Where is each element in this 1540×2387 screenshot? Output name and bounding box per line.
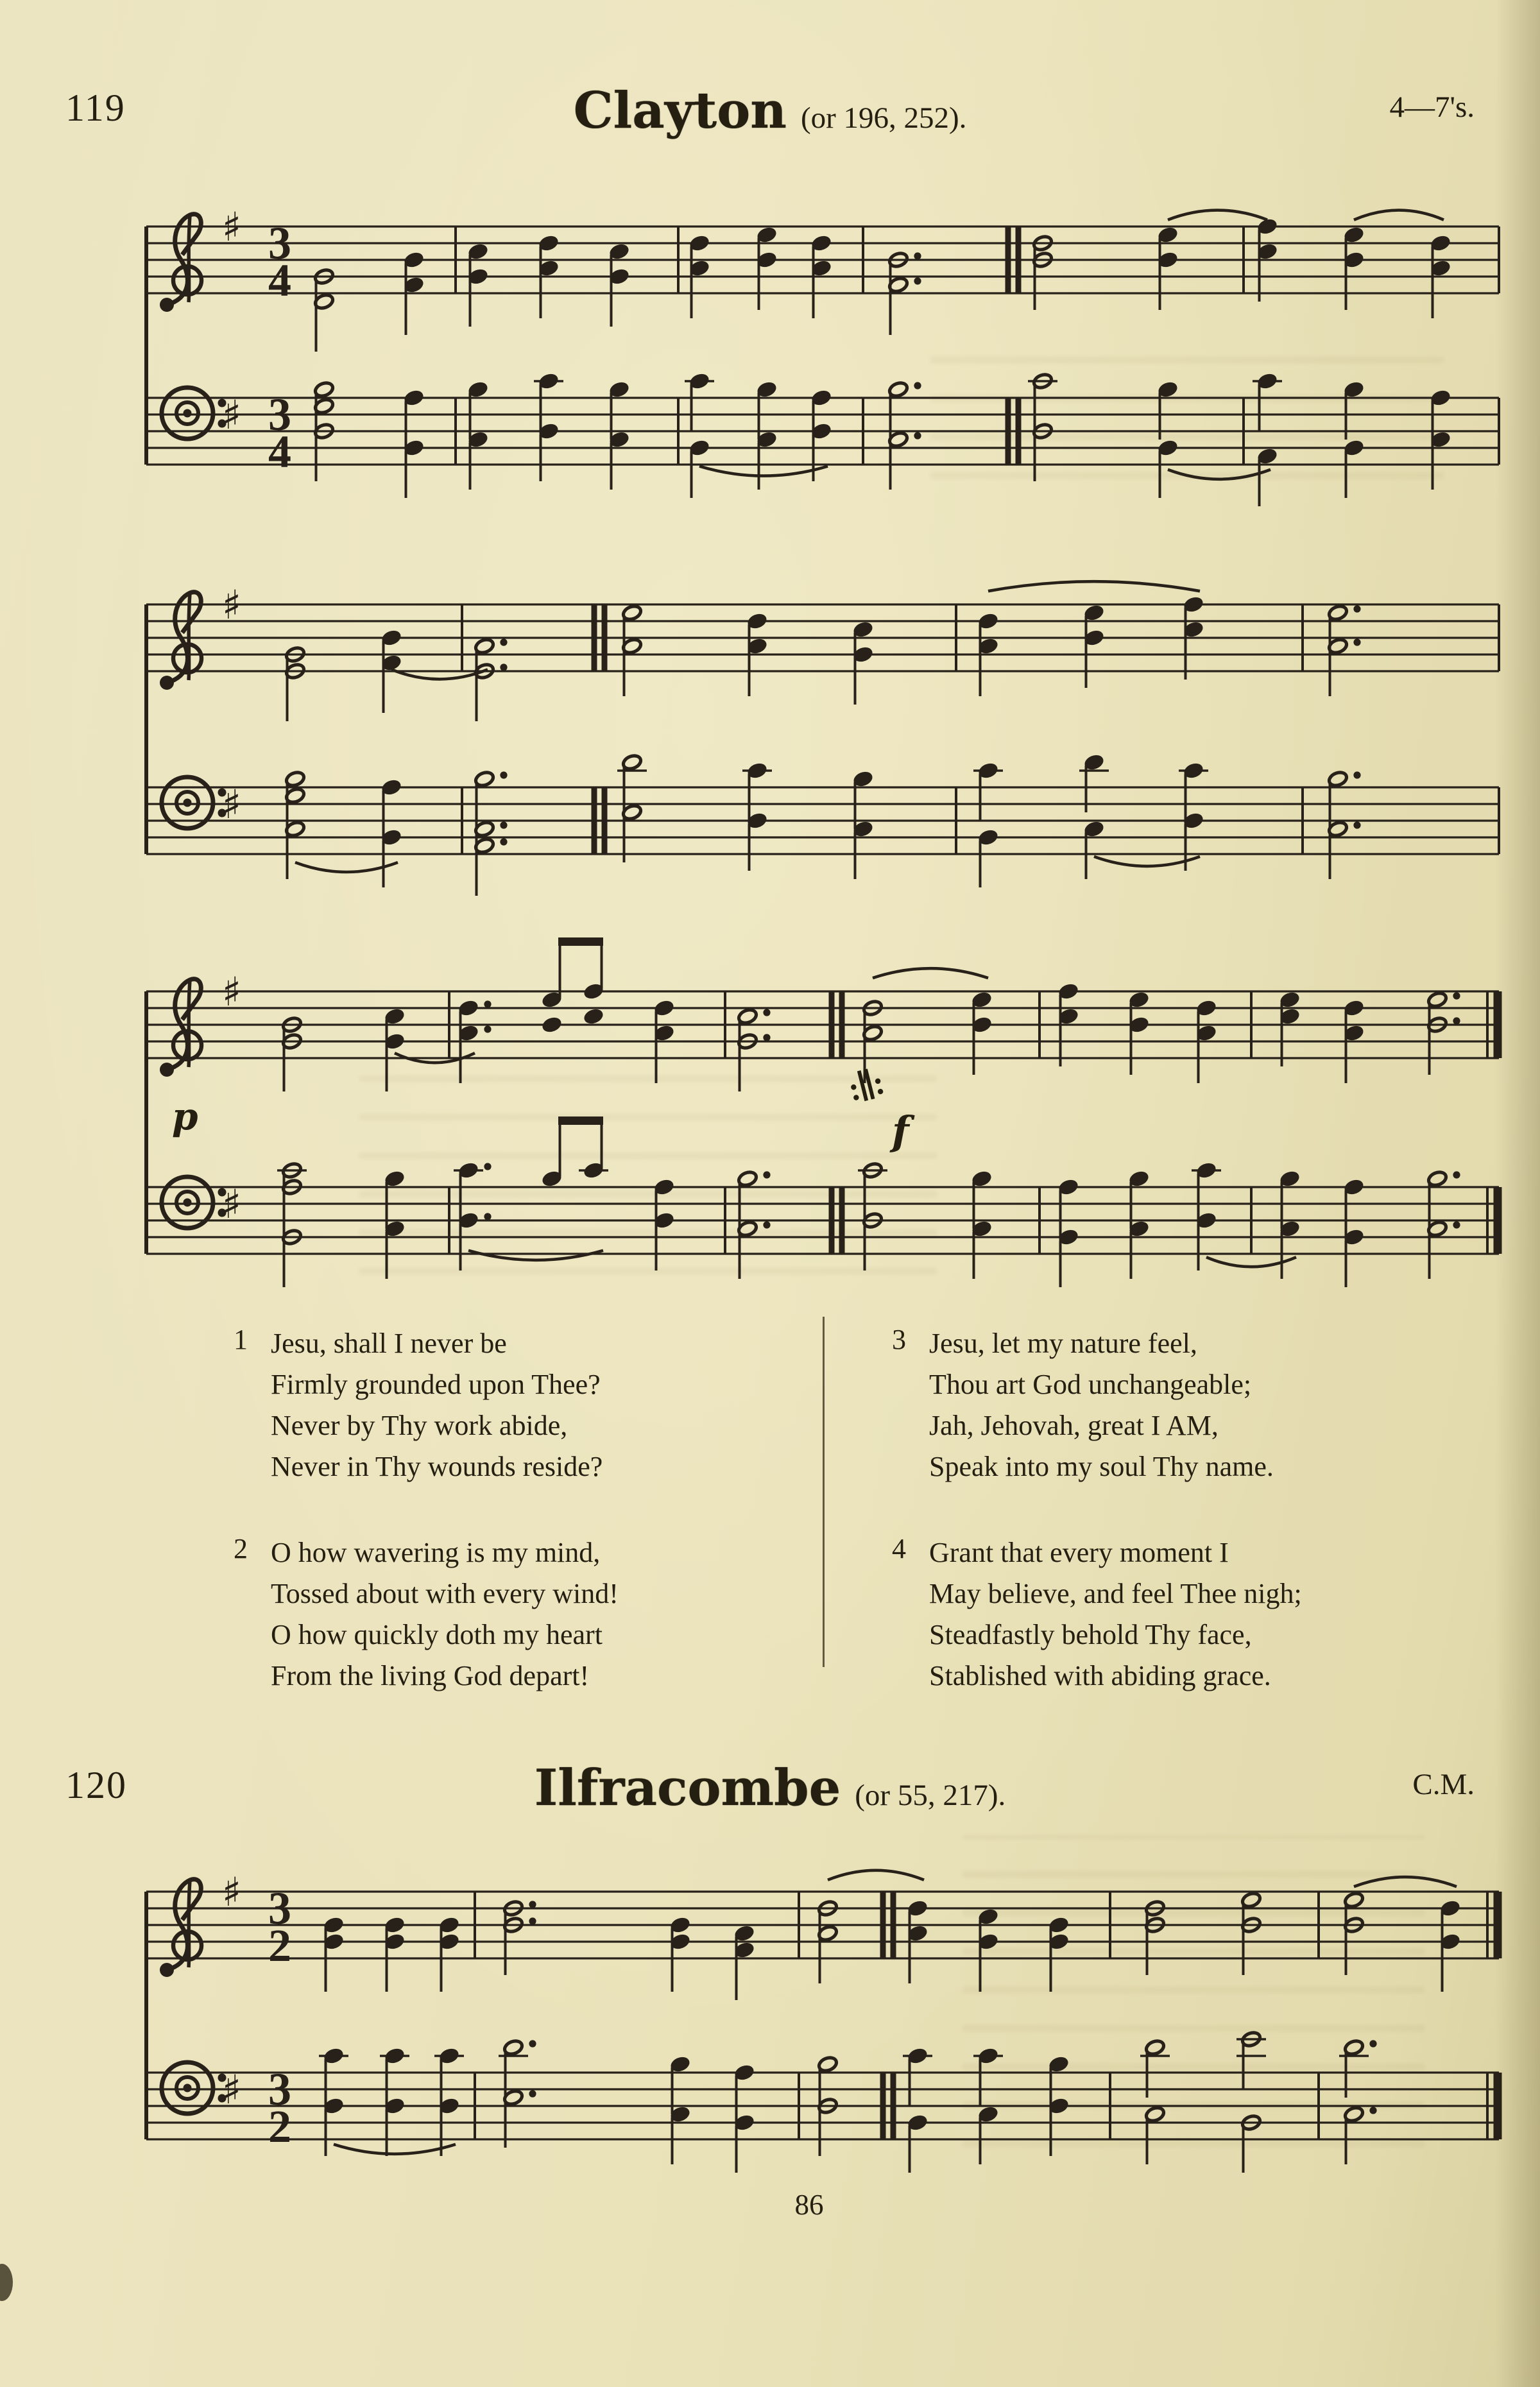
hymn-alternate-tunes: (or 55, 217).	[855, 1779, 1006, 1812]
lyrics-column-right	[892, 1323, 1468, 1741]
page-number: 86	[794, 2189, 824, 2221]
lyrics-column-left	[234, 1323, 810, 1741]
svg-text:♯: ♯	[222, 203, 242, 250]
hymn-title: Ilfracombe	[534, 1759, 841, 1817]
verse-line: May believe, and feel Thee nigh;	[929, 1578, 1302, 1609]
verse	[234, 1532, 810, 1697]
music-system-1	[146, 203, 1499, 506]
verse-line: O how wavering is my mind,	[271, 1537, 601, 1568]
svg-text:3: 3	[268, 389, 291, 440]
verse	[892, 1323, 1468, 1487]
hymn-120-header	[0, 1759, 1540, 1817]
verse-number: 3	[892, 1324, 906, 1355]
verse-line: Jesu, let my nature feel,	[929, 1328, 1197, 1359]
svg-text:4: 4	[268, 255, 291, 306]
verse-line: Jah, Jehovah, great I AM,	[929, 1410, 1219, 1441]
verse-line: Steadfastly behold Thy face,	[929, 1619, 1252, 1650]
verse-line: Never in Thy wounds reside?	[271, 1451, 603, 1482]
svg-text:♯: ♯	[222, 391, 242, 438]
svg-text:♯: ♯	[222, 968, 242, 1015]
hymn-alternate-tunes: (or 196, 252).	[800, 101, 967, 135]
hymn-number: 120	[65, 1764, 127, 1806]
music-system-4	[146, 1869, 1499, 2173]
hymn-title: Clayton	[573, 81, 787, 140]
verse-line: O how quickly doth my heart	[271, 1619, 603, 1650]
lyrics-column-divider	[823, 1317, 825, 1667]
svg-text:3: 3	[268, 218, 291, 269]
verse-line: Thou art God unchangeable;	[929, 1369, 1252, 1400]
verse-line: Grant that every moment I	[929, 1537, 1229, 1568]
verse-number: 2	[234, 1533, 248, 1564]
hymn-meter: C.M.	[1412, 1768, 1475, 1801]
svg-text:♯: ♯	[222, 1869, 242, 1915]
svg-text:♯: ♯	[222, 781, 242, 828]
verse	[234, 1323, 810, 1487]
svg-text:♯: ♯	[222, 581, 242, 628]
repeat-mark: :∥:	[844, 1065, 887, 1109]
verse-number: 4	[892, 1533, 906, 1564]
svg-text:3: 3	[268, 2064, 291, 2115]
svg-text:2: 2	[268, 1920, 291, 1971]
verse	[892, 1532, 1468, 1697]
verse-line: Jesu, shall I never be	[271, 1328, 507, 1359]
svg-text:2: 2	[268, 2101, 291, 2152]
svg-text:3: 3	[268, 1883, 291, 1934]
verse-number: 1	[234, 1324, 248, 1355]
verse-line: Tossed about with every wind!	[271, 1578, 619, 1609]
svg-text:4: 4	[268, 426, 291, 477]
verse-line: Firmly grounded upon Thee?	[271, 1369, 601, 1400]
verse-line: From the living God depart!	[271, 1660, 590, 1691]
dynamic-piano: p	[172, 1095, 198, 1138]
dynamic-forte: f	[892, 1108, 909, 1154]
hymn-meter: 4—7's.	[1389, 90, 1475, 124]
svg-text:♯: ♯	[222, 2066, 242, 2113]
svg-text:♯: ♯	[222, 1181, 242, 1228]
verse-line: Never by Thy work abide,	[271, 1410, 568, 1441]
hymn-number: 119	[65, 87, 126, 129]
music-system-2	[146, 581, 1499, 896]
verse-line: Stablished with abiding grace.	[929, 1660, 1271, 1691]
verse-line: Speak into my soul Thy name.	[929, 1451, 1274, 1482]
music-system-3	[146, 937, 1499, 1287]
